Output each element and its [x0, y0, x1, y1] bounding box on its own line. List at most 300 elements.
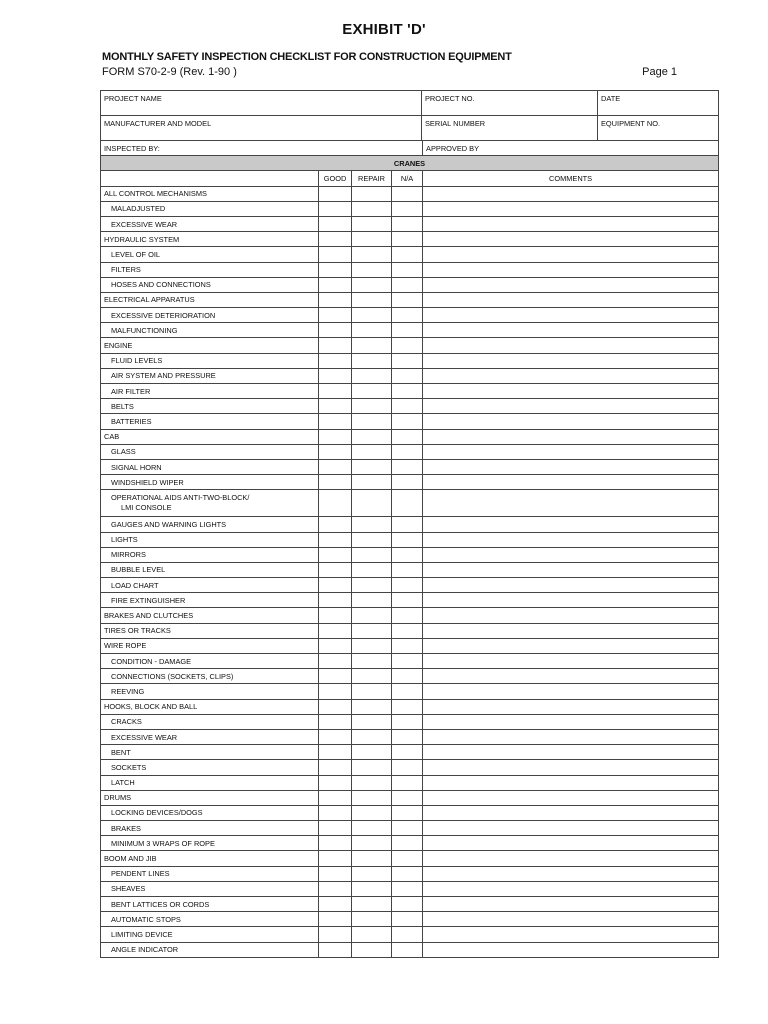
good-checkbox-cell[interactable] — [319, 593, 352, 608]
checklist-row — [101, 517, 719, 532]
na-checkbox-cell[interactable] — [392, 338, 423, 353]
repair-checkbox-cell[interactable] — [352, 638, 392, 653]
comments-cell[interactable] — [423, 805, 719, 820]
na-checkbox-cell[interactable] — [392, 368, 423, 383]
checklist-item-label: PENDENT LINES — [101, 866, 319, 881]
project-no-field[interactable] — [422, 91, 598, 116]
repair-checkbox-cell[interactable] — [352, 593, 392, 608]
repair-checkbox-cell[interactable] — [352, 368, 392, 383]
comments-cell[interactable] — [423, 638, 719, 653]
na-checkbox-cell[interactable] — [392, 851, 423, 866]
na-column-header: N/A — [392, 171, 423, 186]
good-checkbox-cell[interactable] — [319, 414, 352, 429]
checklist-row — [101, 654, 719, 669]
repair-checkbox-cell[interactable] — [352, 216, 392, 231]
checklist-item-label: LATCH — [101, 775, 319, 790]
repair-checkbox-cell[interactable] — [352, 444, 392, 459]
comments-cell[interactable] — [423, 399, 719, 414]
good-checkbox-cell[interactable] — [319, 216, 352, 231]
comments-cell[interactable] — [423, 338, 719, 353]
na-checkbox-cell[interactable] — [392, 444, 423, 459]
checklist-row — [101, 353, 719, 368]
na-checkbox-cell[interactable] — [392, 897, 423, 912]
good-checkbox-cell[interactable] — [319, 277, 352, 292]
checklist-item-label: BATTERIES — [101, 414, 319, 429]
checklist-row — [101, 790, 719, 805]
na-checkbox-cell[interactable] — [392, 714, 423, 729]
repair-checkbox-cell[interactable] — [352, 897, 392, 912]
comments-cell[interactable] — [423, 851, 719, 866]
repair-checkbox-cell[interactable] — [352, 232, 392, 247]
good-checkbox-cell[interactable] — [319, 368, 352, 383]
checklist-row — [101, 836, 719, 851]
repair-checkbox-cell[interactable] — [352, 186, 392, 201]
checklist-item-label: MALFUNCTIONING — [101, 323, 319, 338]
na-checkbox-cell[interactable] — [392, 384, 423, 399]
checklist-row — [101, 547, 719, 562]
checklist-item-label: CONNECTIONS (SOCKETS, CLIPS) — [101, 669, 319, 684]
comments-cell[interactable] — [423, 593, 719, 608]
na-checkbox-cell[interactable] — [392, 608, 423, 623]
good-checkbox-cell[interactable] — [319, 927, 352, 942]
repair-checkbox-cell[interactable] — [352, 866, 392, 881]
na-checkbox-cell[interactable] — [392, 517, 423, 532]
repair-checkbox-cell[interactable] — [352, 277, 392, 292]
na-checkbox-cell[interactable] — [392, 669, 423, 684]
good-checkbox-cell[interactable] — [319, 684, 352, 699]
repair-checkbox-cell[interactable] — [352, 292, 392, 307]
page-number: Page 1 — [642, 66, 677, 78]
checklist-item-label: HYDRAULIC SYSTEM — [101, 232, 319, 247]
inspected-by-label: INSPECTED BY: — [104, 143, 160, 153]
checklist-row — [101, 760, 719, 775]
na-checkbox-cell[interactable] — [392, 927, 423, 942]
good-checkbox-cell[interactable] — [319, 532, 352, 547]
na-checkbox-cell[interactable] — [392, 353, 423, 368]
comments-cell[interactable] — [423, 897, 719, 912]
form-subtitle: MONTHLY SAFETY INSPECTION CHECKLIST FOR CONSTRUCTION EQUIPMENT — [102, 51, 512, 63]
na-checkbox-cell[interactable] — [392, 654, 423, 669]
comments-cell[interactable] — [423, 308, 719, 323]
repair-checkbox-cell[interactable] — [352, 729, 392, 744]
checklist-row — [101, 475, 719, 490]
comments-cell[interactable] — [423, 262, 719, 277]
checklist-item-label: BELTS — [101, 399, 319, 414]
checklist-row — [101, 277, 719, 292]
repair-checkbox-cell[interactable] — [352, 851, 392, 866]
repair-checkbox-cell[interactable] — [352, 790, 392, 805]
checklist-row — [101, 942, 719, 957]
na-checkbox-cell[interactable] — [392, 912, 423, 927]
checklist-row — [101, 881, 719, 896]
good-checkbox-cell[interactable] — [319, 353, 352, 368]
checklist-item-label: CAB — [101, 429, 319, 444]
page-title: EXHIBIT 'D' — [342, 21, 426, 38]
comments-cell[interactable] — [423, 912, 719, 927]
na-checkbox-cell[interactable] — [392, 323, 423, 338]
comments-cell[interactable] — [423, 927, 719, 942]
na-checkbox-cell[interactable] — [392, 745, 423, 760]
repair-checkbox-cell[interactable] — [352, 805, 392, 820]
na-checkbox-cell[interactable] — [392, 578, 423, 593]
good-checkbox-cell[interactable] — [319, 490, 352, 517]
checklist-item-label: ELECTRICAL APPARATUS — [101, 292, 319, 307]
good-checkbox-cell[interactable] — [319, 805, 352, 820]
comments-cell[interactable] — [423, 475, 719, 490]
comments-cell[interactable] — [423, 562, 719, 577]
approved-by-field[interactable] — [423, 141, 719, 156]
na-checkbox-cell[interactable] — [392, 308, 423, 323]
comments-cell[interactable] — [423, 459, 719, 474]
comments-cell[interactable] — [423, 216, 719, 231]
good-checkbox-cell[interactable] — [319, 821, 352, 836]
good-checkbox-cell[interactable] — [319, 186, 352, 201]
comments-cell[interactable] — [423, 232, 719, 247]
repair-checkbox-cell[interactable] — [352, 475, 392, 490]
section-header-cranes: CRANES — [101, 156, 719, 171]
comments-cell[interactable] — [423, 836, 719, 851]
comments-cell[interactable] — [423, 517, 719, 532]
checklist-item-label — [101, 490, 319, 517]
good-checkbox-cell[interactable] — [319, 399, 352, 414]
na-checkbox-cell[interactable] — [392, 532, 423, 547]
na-checkbox-cell[interactable] — [392, 201, 423, 216]
na-checkbox-cell[interactable] — [392, 729, 423, 744]
good-checkbox-cell[interactable] — [319, 562, 352, 577]
comments-cell[interactable] — [423, 368, 719, 383]
manufacturer-model-field[interactable] — [101, 116, 422, 141]
checklist-row — [101, 247, 719, 262]
checklist-item-label: LEVEL OF OIL — [101, 247, 319, 262]
good-checkbox-cell[interactable] — [319, 338, 352, 353]
na-checkbox-cell[interactable] — [392, 805, 423, 820]
comments-cell[interactable] — [423, 654, 719, 669]
checklist-item-label: ALL CONTROL MECHANISMS — [101, 186, 319, 201]
repair-checkbox-cell[interactable] — [352, 262, 392, 277]
repair-checkbox-cell[interactable] — [352, 338, 392, 353]
checklist-item-label: ANGLE INDICATOR — [101, 942, 319, 957]
form-number: FORM S70-2-9 (Rev. 1-90 ) — [102, 66, 237, 78]
repair-checkbox-cell[interactable] — [352, 353, 392, 368]
checklist-item-label: SHEAVES — [101, 881, 319, 896]
na-checkbox-cell[interactable] — [392, 247, 423, 262]
comments-cell[interactable] — [423, 790, 719, 805]
checklist-item-label: HOSES AND CONNECTIONS — [101, 277, 319, 292]
na-checkbox-cell[interactable] — [392, 638, 423, 653]
repair-checkbox-cell[interactable] — [352, 517, 392, 532]
repair-checkbox-cell[interactable] — [352, 836, 392, 851]
comments-cell[interactable] — [423, 384, 719, 399]
checklist-item-label: BENT LATTICES OR CORDS — [101, 897, 319, 912]
na-checkbox-cell[interactable] — [392, 399, 423, 414]
good-checkbox-cell[interactable] — [319, 429, 352, 444]
comments-cell[interactable] — [423, 866, 719, 881]
comments-cell[interactable] — [423, 623, 719, 638]
comments-cell[interactable] — [423, 532, 719, 547]
repair-checkbox-cell[interactable] — [352, 429, 392, 444]
checklist-row — [101, 821, 719, 836]
date-label: DATE — [601, 94, 621, 103]
project-name-label: PROJECT NAME — [104, 94, 162, 103]
na-checkbox-cell[interactable] — [392, 866, 423, 881]
na-checkbox-cell[interactable] — [392, 475, 423, 490]
checklist-row — [101, 638, 719, 653]
repair-checkbox-cell[interactable] — [352, 669, 392, 684]
repair-checkbox-cell[interactable] — [352, 881, 392, 896]
comments-cell[interactable] — [423, 942, 719, 957]
repair-checkbox-cell[interactable] — [352, 459, 392, 474]
na-checkbox-cell[interactable] — [392, 821, 423, 836]
na-checkbox-cell[interactable] — [392, 262, 423, 277]
checklist-item-label: AIR SYSTEM AND PRESSURE — [101, 368, 319, 383]
na-checkbox-cell[interactable] — [392, 699, 423, 714]
na-checkbox-cell[interactable] — [392, 292, 423, 307]
checklist-item-label: BRAKES — [101, 821, 319, 836]
checklist-table — [100, 140, 719, 958]
na-checkbox-cell[interactable] — [392, 490, 423, 517]
checklist-row — [101, 775, 719, 790]
good-checkbox-cell[interactable] — [319, 745, 352, 760]
good-checkbox-cell[interactable] — [319, 608, 352, 623]
comments-cell[interactable] — [423, 201, 719, 216]
repair-checkbox-cell[interactable] — [352, 532, 392, 547]
good-checkbox-cell[interactable] — [319, 775, 352, 790]
checklist-row — [101, 490, 719, 517]
good-checkbox-cell[interactable] — [319, 444, 352, 459]
repair-checkbox-cell[interactable] — [352, 608, 392, 623]
good-checkbox-cell[interactable] — [319, 790, 352, 805]
comments-cell[interactable] — [423, 775, 719, 790]
repair-checkbox-cell[interactable] — [352, 323, 392, 338]
comments-cell[interactable] — [423, 608, 719, 623]
good-checkbox-cell[interactable] — [319, 881, 352, 896]
repair-checkbox-cell[interactable] — [352, 942, 392, 957]
good-checkbox-cell[interactable] — [319, 308, 352, 323]
na-checkbox-cell[interactable] — [392, 836, 423, 851]
comments-cell[interactable] — [423, 186, 719, 201]
good-checkbox-cell[interactable] — [319, 638, 352, 653]
equipment-no-field[interactable] — [598, 116, 719, 141]
good-column-header: GOOD — [319, 171, 352, 186]
checklist-item-label: FIRE EXTINGUISHER — [101, 593, 319, 608]
repair-checkbox-cell[interactable] — [352, 399, 392, 414]
na-checkbox-cell[interactable] — [392, 684, 423, 699]
repair-checkbox-cell[interactable] — [352, 927, 392, 942]
checklist-item-label: SOCKETS — [101, 760, 319, 775]
repair-checkbox-cell[interactable] — [352, 247, 392, 262]
comments-cell[interactable] — [423, 429, 719, 444]
manufacturer-model-label: MANUFACTURER AND MODEL — [104, 119, 212, 128]
inspected-by-field[interactable] — [101, 141, 423, 156]
checklist-row — [101, 669, 719, 684]
header-fields-table — [100, 90, 719, 141]
checklist-row — [101, 608, 719, 623]
repair-checkbox-cell[interactable] — [352, 684, 392, 699]
good-checkbox-cell[interactable] — [319, 323, 352, 338]
comments-cell[interactable] — [423, 490, 719, 517]
checklist-row — [101, 459, 719, 474]
good-checkbox-cell[interactable] — [319, 623, 352, 638]
checklist-row — [101, 384, 719, 399]
checklist-row — [101, 262, 719, 277]
comments-cell[interactable] — [423, 292, 719, 307]
comments-cell[interactable] — [423, 323, 719, 338]
checklist-item-label: DRUMS — [101, 790, 319, 805]
na-checkbox-cell[interactable] — [392, 593, 423, 608]
repair-checkbox-cell[interactable] — [352, 745, 392, 760]
na-checkbox-cell[interactable] — [392, 790, 423, 805]
checklist-row — [101, 912, 719, 927]
checklist-row — [101, 927, 719, 942]
good-checkbox-cell[interactable] — [319, 292, 352, 307]
checklist-item-label: BRAKES AND CLUTCHES — [101, 608, 319, 623]
good-checkbox-cell[interactable] — [319, 699, 352, 714]
good-checkbox-cell[interactable] — [319, 836, 352, 851]
checklist-row — [101, 897, 719, 912]
checklist-item-label: HOOKS, BLOCK AND BALL — [101, 699, 319, 714]
comments-cell[interactable] — [423, 760, 719, 775]
serial-number-field[interactable] — [422, 116, 598, 141]
good-checkbox-cell[interactable] — [319, 729, 352, 744]
comments-cell[interactable] — [423, 578, 719, 593]
good-checkbox-cell[interactable] — [319, 578, 352, 593]
repair-checkbox-cell[interactable] — [352, 654, 392, 669]
checklist-item-label: LIGHTS — [101, 532, 319, 547]
na-checkbox-cell[interactable] — [392, 623, 423, 638]
good-checkbox-cell[interactable] — [319, 866, 352, 881]
repair-checkbox-cell[interactable] — [352, 201, 392, 216]
na-checkbox-cell[interactable] — [392, 277, 423, 292]
comments-cell[interactable] — [423, 699, 719, 714]
checklist-item-label: LOAD CHART — [101, 578, 319, 593]
checklist-row — [101, 308, 719, 323]
checklist-item-label-line1: OPERATIONAL AIDS ANTI-TWO-BLOCK/ — [111, 493, 250, 503]
na-checkbox-cell[interactable] — [392, 429, 423, 444]
good-checkbox-cell[interactable] — [319, 942, 352, 957]
repair-checkbox-cell[interactable] — [352, 760, 392, 775]
repair-checkbox-cell[interactable] — [352, 912, 392, 927]
comments-cell[interactable] — [423, 247, 719, 262]
checklist-row — [101, 729, 719, 744]
good-checkbox-cell[interactable] — [319, 517, 352, 532]
project-no-label: PROJECT NO. — [425, 94, 475, 103]
repair-checkbox-cell[interactable] — [352, 562, 392, 577]
checklist-item-label: ENGINE — [101, 338, 319, 353]
repair-checkbox-cell[interactable] — [352, 699, 392, 714]
comments-cell[interactable] — [423, 547, 719, 562]
na-checkbox-cell[interactable] — [392, 414, 423, 429]
repair-column-header: REPAIR — [352, 171, 392, 186]
date-field[interactable] — [598, 91, 719, 116]
repair-checkbox-cell[interactable] — [352, 547, 392, 562]
good-checkbox-cell[interactable] — [319, 760, 352, 775]
na-checkbox-cell[interactable] — [392, 562, 423, 577]
good-checkbox-cell[interactable] — [319, 247, 352, 262]
good-checkbox-cell[interactable] — [319, 262, 352, 277]
good-checkbox-cell[interactable] — [319, 232, 352, 247]
na-checkbox-cell[interactable] — [392, 760, 423, 775]
repair-checkbox-cell[interactable] — [352, 714, 392, 729]
good-checkbox-cell[interactable] — [319, 475, 352, 490]
comments-cell[interactable] — [423, 277, 719, 292]
repair-checkbox-cell[interactable] — [352, 308, 392, 323]
good-checkbox-cell[interactable] — [319, 912, 352, 927]
na-checkbox-cell[interactable] — [392, 881, 423, 896]
good-checkbox-cell[interactable] — [319, 384, 352, 399]
comments-cell[interactable] — [423, 714, 719, 729]
approved-by-label: APPROVED BY — [426, 143, 480, 153]
checklist-item-label: CRACKS — [101, 714, 319, 729]
good-checkbox-cell[interactable] — [319, 654, 352, 669]
checklist-item-label: WINDSHIELD WIPER — [101, 475, 319, 490]
comments-cell[interactable] — [423, 821, 719, 836]
good-checkbox-cell[interactable] — [319, 714, 352, 729]
checklist-row — [101, 532, 719, 547]
comments-cell[interactable] — [423, 444, 719, 459]
good-checkbox-cell[interactable] — [319, 669, 352, 684]
na-checkbox-cell[interactable] — [392, 775, 423, 790]
repair-checkbox-cell[interactable] — [352, 490, 392, 517]
na-checkbox-cell[interactable] — [392, 186, 423, 201]
checklist-item-label: EXCESSIVE DETERIORATION — [101, 308, 319, 323]
checklist-row — [101, 562, 719, 577]
repair-checkbox-cell[interactable] — [352, 623, 392, 638]
checklist-item-label: BOOM AND JIB — [101, 851, 319, 866]
comments-cell[interactable] — [423, 684, 719, 699]
na-checkbox-cell[interactable] — [392, 232, 423, 247]
repair-checkbox-cell[interactable] — [352, 384, 392, 399]
checklist-row — [101, 699, 719, 714]
checklist-item-label: AIR FILTER — [101, 384, 319, 399]
checklist-item-label: CONDITION - DAMAGE — [101, 654, 319, 669]
good-checkbox-cell[interactable] — [319, 897, 352, 912]
na-checkbox-cell[interactable] — [392, 942, 423, 957]
comments-cell[interactable] — [423, 669, 719, 684]
repair-checkbox-cell[interactable] — [352, 578, 392, 593]
good-checkbox-cell[interactable] — [319, 851, 352, 866]
na-checkbox-cell[interactable] — [392, 216, 423, 231]
checklist-row — [101, 623, 719, 638]
comments-cell[interactable] — [423, 729, 719, 744]
checklist-item-label: FLUID LEVELS — [101, 353, 319, 368]
comments-cell[interactable] — [423, 353, 719, 368]
good-checkbox-cell[interactable] — [319, 459, 352, 474]
repair-checkbox-cell[interactable] — [352, 775, 392, 790]
good-checkbox-cell[interactable] — [319, 201, 352, 216]
checklist-row — [101, 578, 719, 593]
comments-cell[interactable] — [423, 745, 719, 760]
repair-checkbox-cell[interactable] — [352, 821, 392, 836]
checklist-row — [101, 414, 719, 429]
project-name-field[interactable] — [101, 91, 422, 116]
na-checkbox-cell[interactable] — [392, 459, 423, 474]
checklist-item-label: TIRES OR TRACKS — [101, 623, 319, 638]
good-checkbox-cell[interactable] — [319, 547, 352, 562]
checklist-row — [101, 851, 719, 866]
checklist-item-label: SIGNAL HORN — [101, 459, 319, 474]
checklist-item-label-line2: LMI CONSOLE — [121, 503, 172, 513]
comments-cell[interactable] — [423, 881, 719, 896]
checklist-row — [101, 684, 719, 699]
checklist-item-label: EXCESSIVE WEAR — [101, 729, 319, 744]
repair-checkbox-cell[interactable] — [352, 414, 392, 429]
checklist-row — [101, 216, 719, 231]
checklist-row — [101, 429, 719, 444]
na-checkbox-cell[interactable] — [392, 547, 423, 562]
comments-cell[interactable] — [423, 414, 719, 429]
checklist-row — [101, 745, 719, 760]
checklist-row — [101, 232, 719, 247]
